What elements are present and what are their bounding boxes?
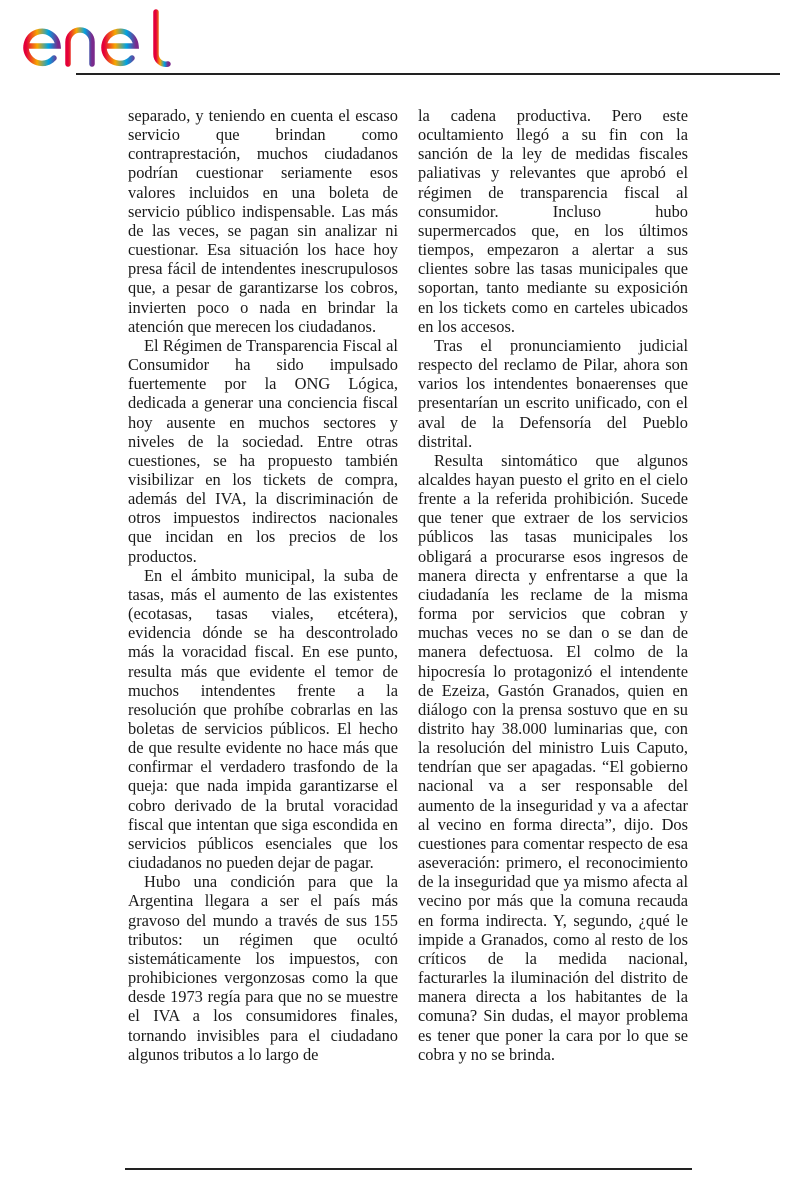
header-divider [76,73,780,75]
paragraph: Tras el pronunciamiento judicial respecto del reclamo de Pilar, ahora son varios los intendentes bonaerenses que presentarían un escrito unificado, con el aval de la Defensoría del Pueblo distrital. [418,335,688,451]
paragraph: En el ámbito municipal, la suba de tasas, más el aumento de las existentes (ecotasas, tasas viales, etcétera), evidencia dónde se ha descontrolado más la voracidad fiscal. En ese punto, resulta más que evidente el temor de muchos intendentes frente a la resolución que prohíbe cobrarlas en las boletas de servicios públicos. El hecho de que resulte evidente no hace más que confirmar el verdadero trasfondo de la queja: que nada impida garantizarse el cobro derivado de la brutal voracidad fiscal que intentan que siga escondida en servicios públicos esenciales que los ciudadanos no pueden dejar de pagar. [128,565,398,873]
page-header [0,0,800,80]
article-column-left [128,106,398,1156]
article-body [128,106,690,1156]
footer-divider [125,1168,692,1170]
paragraph: la cadena productiva. Pero este ocultamiento llegó a su fin con la sanción de la ley de medidas fiscales paliativas y relevantes que aprobó el régimen de transparencia fiscal al consumidor. Incluso hubo supermercados que, en los últimos tiempos, empezaron a alertar a sus clientes sobre las tasas municipales que soportan, tanto mediante su exposición en los tickets como en carteles ubicados en los accesos. [418,106,688,336]
article-column-right [418,106,688,1156]
paragraph: separado, y teniendo en cuenta el escaso servicio que brindan como contraprestación, muchos ciudadanos podrían cuestionar seriamente esos valores incluidos en una boleta de servicio público indispensable. Las más de las veces, se pagan sin analizar ni cuestionar. Esa situación los hace hoy presa fácil de intendentes inescrupulosos que, a pesar de garantizarse los cobros, invierten poco o nada en brindar la atención que merecen los ciudadanos. [128,106,398,336]
paragraph: El Régimen de Transparencia Fiscal al Consumidor ha sido impulsado fuertemente por la ONG Lógica, dedicada a generar una conciencia fiscal hoy ausente en muchos sectores y niveles de la sociedad. Entre otras cuestiones, se ha propuesto también visibilizar en los tickets de compra, además del IVA, la discriminación de otros impuestos indirectos nacionales que incidan en los precios de los productos. [128,335,398,566]
paragraph: Hubo una condición para que la Argentina llegara a ser el país más gravoso del mundo a través de sus 155 tributos: un régimen que ocultó sistemáticamente los impuestos, con prohibiciones vergonzosas como la que desde 1973 regía para que no se muestre el IVA a los consumidores finales, tornando invisibles para el ciudadano algunos tributos a lo largo de [128,872,398,1064]
enel-logo [18,6,198,72]
paragraph: Resulta sintomático que algunos alcaldes hayan puesto el grito en el cielo frente a la referida prohibición. Sucede que tener que extraer de los servicios públicos las tasas municipales los obligará a procurarse esos ingresos de manera directa y enfrentarse a que la ciudadanía les reclame de la misma forma por servicios que cobran y muchas veces no se dan o se dan de manera defectuosa. El colmo de la hipocresía lo protagonizó el intendente de Ezeiza, Gastón Granados, quien en diálogo con la prensa sostuvo que en su distrito hay 38.000 luminarias que, con la resolución del ministro Luis Caputo, tendrían que ser apagadas. “El gobierno nacional va a ser responsable del aumento de la inseguridad y va a afectar al vecino en forma directa”, dijo. Dos cuestiones para comentar respecto de esa aseveración: primero, el reconocimiento de la inseguridad que ya mismo afecta al vecino por más que la comuna recauda en forma indirecta. Y, segundo, ¿qué le impide a Granados, como al resto de los críticos de la medida nacional, facturarles la iluminación del distrito de manera directa a los habitantes de la comuna? Sin dudas, el mayor problema es tener que poner la cara por lo que se cobra y no se brinda. [418,450,688,1064]
